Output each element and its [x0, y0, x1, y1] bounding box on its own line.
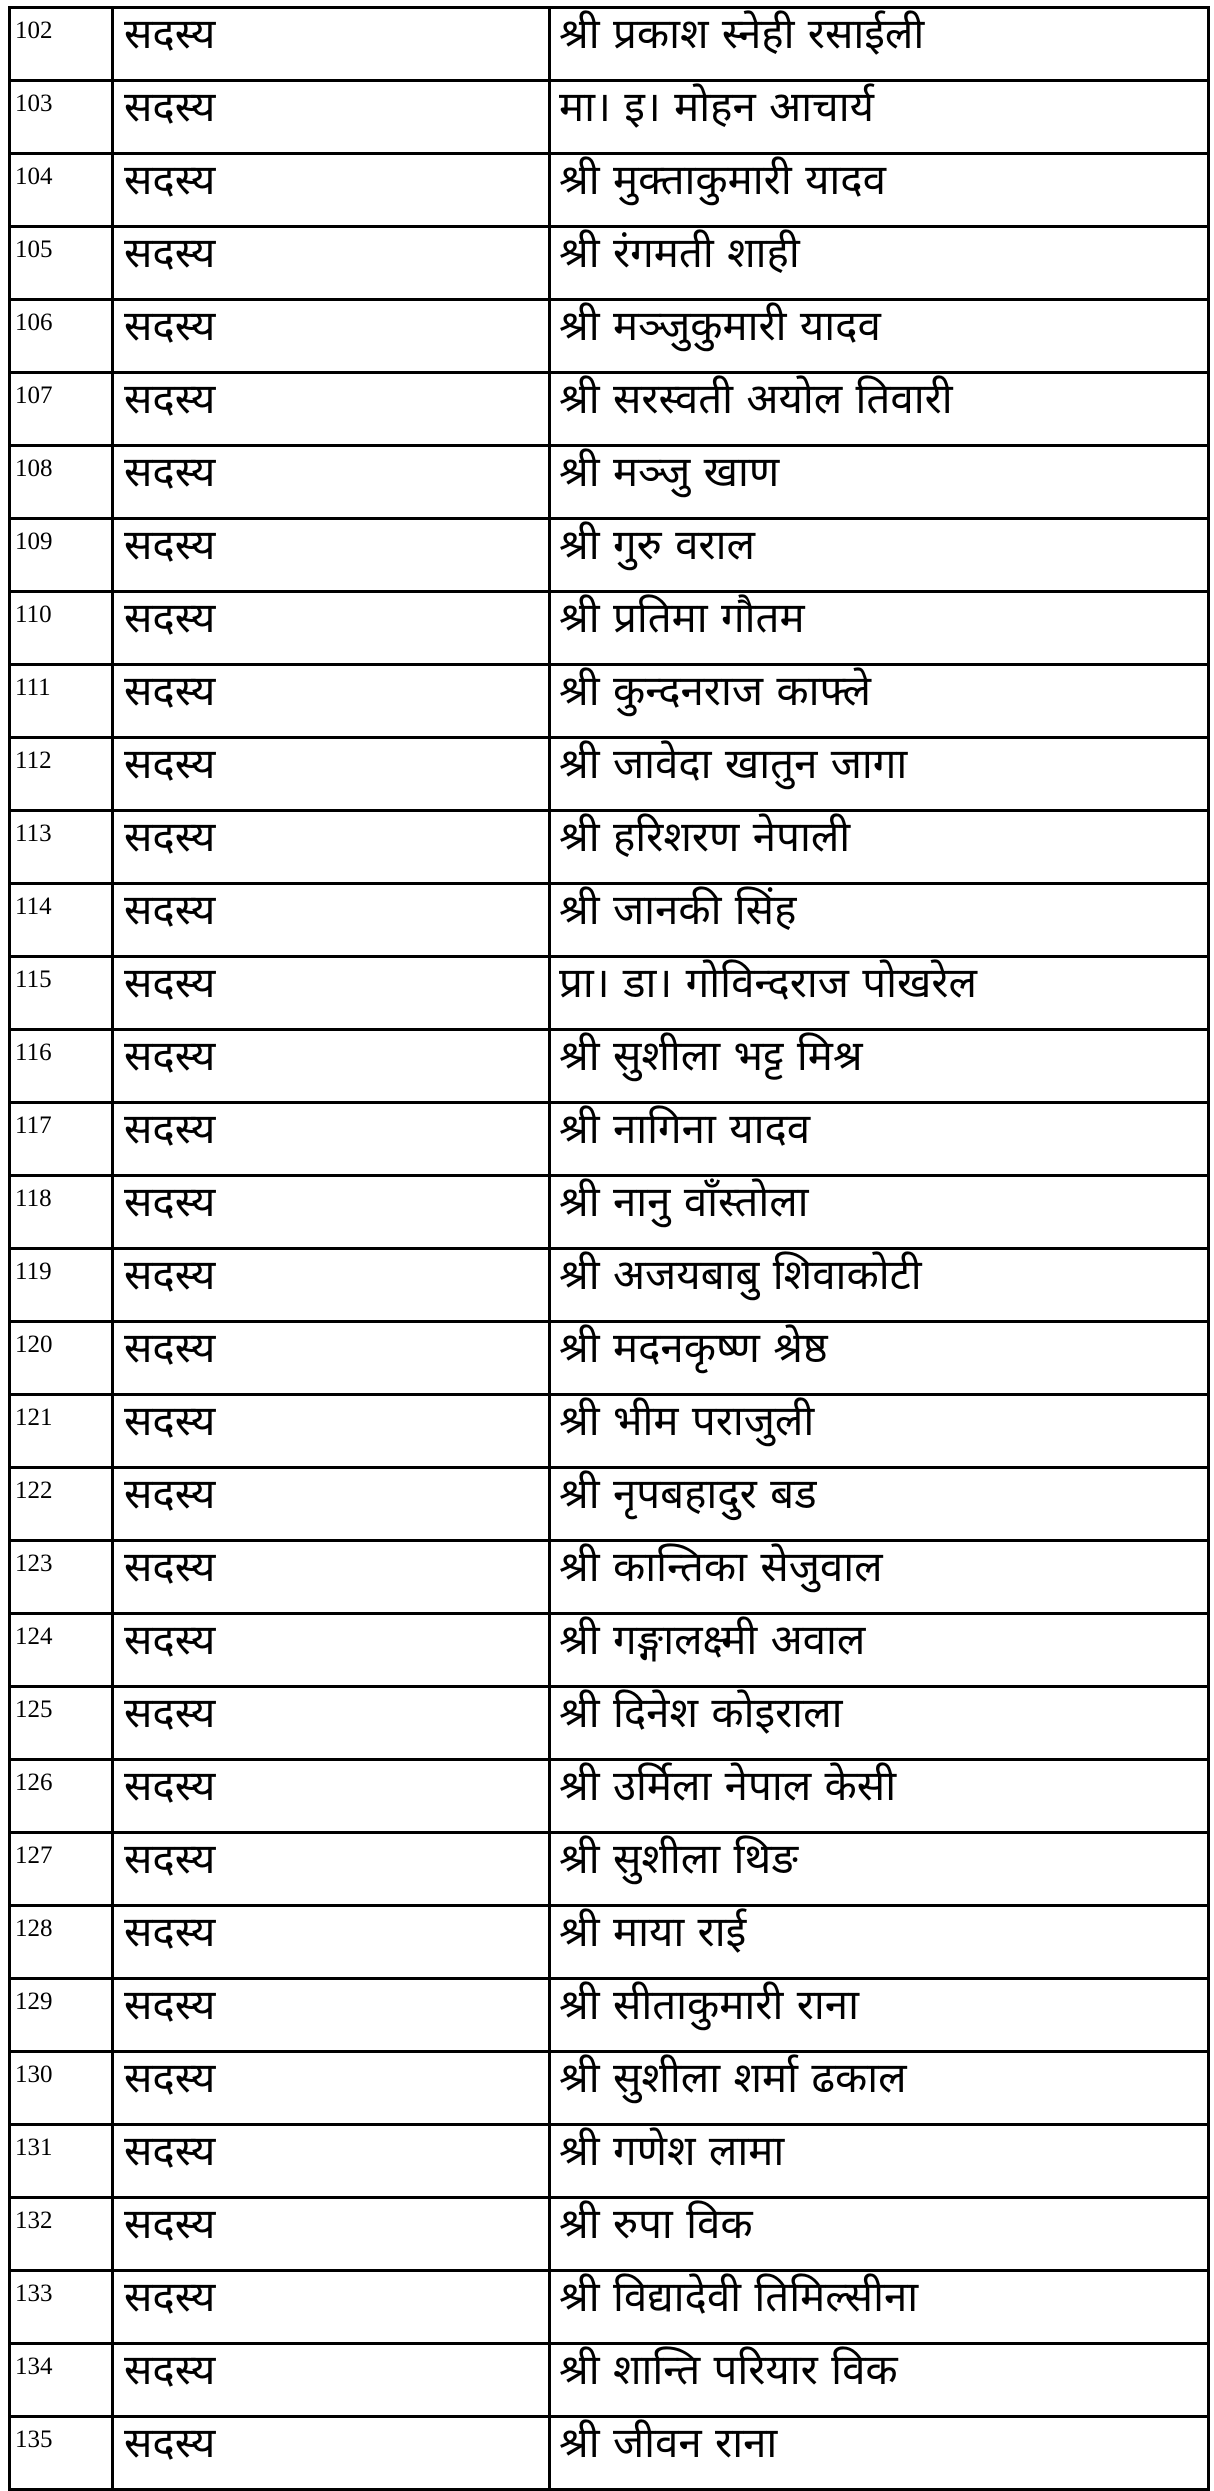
member-name: श्री रंगमती शाही — [550, 227, 1209, 300]
member-name: श्री कान्तिका सेजुवाल — [550, 1541, 1209, 1614]
table-row — [10, 300, 1209, 373]
member-name: श्री सुशीला थिङ — [550, 1833, 1209, 1906]
member-name: श्री जावेदा खातुन जागा — [550, 738, 1209, 811]
row-number: 125 — [10, 1687, 113, 1760]
member-role: सदस्य — [113, 2052, 550, 2125]
table-row — [10, 1979, 1209, 2052]
table-row — [10, 665, 1209, 738]
member-role: सदस्य — [113, 446, 550, 519]
table-row — [10, 957, 1209, 1030]
row-number: 110 — [10, 592, 113, 665]
member-role: सदस्य — [113, 8, 550, 81]
member-role: सदस्य — [113, 738, 550, 811]
member-name: श्री नानु वाँस्तोला — [550, 1176, 1209, 1249]
table-row — [10, 1030, 1209, 1103]
row-number: 130 — [10, 2052, 113, 2125]
table-row — [10, 1322, 1209, 1395]
table-row — [10, 2344, 1209, 2417]
member-role: सदस्य — [113, 1322, 550, 1395]
member-name: श्री हरिशरण नेपाली — [550, 811, 1209, 884]
table-row — [10, 1249, 1209, 1322]
member-name: श्री सुशीला भट्ट मिश्र — [550, 1030, 1209, 1103]
table-row — [10, 446, 1209, 519]
member-name: श्री मञ्जुकुमारी यादव — [550, 300, 1209, 373]
table-row — [10, 1395, 1209, 1468]
member-name: श्री रुपा विक — [550, 2198, 1209, 2271]
row-number: 132 — [10, 2198, 113, 2271]
row-number: 108 — [10, 446, 113, 519]
row-number: 115 — [10, 957, 113, 1030]
member-name: श्री सरस्वती अयोल तिवारी — [550, 373, 1209, 446]
table-row — [10, 2125, 1209, 2198]
table-row — [10, 738, 1209, 811]
row-number: 118 — [10, 1176, 113, 1249]
table-row — [10, 1103, 1209, 1176]
member-name: श्री जीवन राना — [550, 2417, 1209, 2490]
row-number: 122 — [10, 1468, 113, 1541]
table-row — [10, 1760, 1209, 1833]
row-number: 114 — [10, 884, 113, 957]
row-number: 107 — [10, 373, 113, 446]
table-row — [10, 2198, 1209, 2271]
table-row — [10, 2271, 1209, 2344]
row-number: 126 — [10, 1760, 113, 1833]
member-role: सदस्य — [113, 2271, 550, 2344]
member-name: श्री नृपबहादुर बड — [550, 1468, 1209, 1541]
table-row — [10, 519, 1209, 592]
member-role: सदस्य — [113, 2198, 550, 2271]
members-table-body — [10, 8, 1209, 2490]
row-number: 117 — [10, 1103, 113, 1176]
member-role: सदस्य — [113, 1614, 550, 1687]
table-row — [10, 884, 1209, 957]
row-number: 121 — [10, 1395, 113, 1468]
member-name: श्री सुशीला शर्मा ढकाल — [550, 2052, 1209, 2125]
member-role: सदस्य — [113, 1760, 550, 1833]
member-role: सदस्य — [113, 2417, 550, 2490]
member-name: श्री गुरु वराल — [550, 519, 1209, 592]
member-name: श्री प्रकाश स्नेही रसाईली — [550, 8, 1209, 81]
table-row — [10, 81, 1209, 154]
member-role: सदस्य — [113, 227, 550, 300]
member-name: श्री अजयबाबु शिवाकोटी — [550, 1249, 1209, 1322]
table-row — [10, 2052, 1209, 2125]
member-role: सदस्य — [113, 1103, 550, 1176]
row-number: 116 — [10, 1030, 113, 1103]
row-number: 131 — [10, 2125, 113, 2198]
row-number: 120 — [10, 1322, 113, 1395]
members-table — [8, 6, 1210, 2491]
row-number: 119 — [10, 1249, 113, 1322]
member-name: श्री गणेश लामा — [550, 2125, 1209, 2198]
member-role: सदस्य — [113, 154, 550, 227]
row-number: 127 — [10, 1833, 113, 1906]
member-role: सदस्य — [113, 1979, 550, 2052]
row-number: 129 — [10, 1979, 113, 2052]
member-role: सदस्य — [113, 373, 550, 446]
table-row — [10, 373, 1209, 446]
member-role: सदस्य — [113, 81, 550, 154]
member-role: सदस्य — [113, 1395, 550, 1468]
row-number: 104 — [10, 154, 113, 227]
table-row — [10, 1906, 1209, 1979]
member-name: श्री माया राई — [550, 1906, 1209, 1979]
table-row — [10, 1833, 1209, 1906]
table-row — [10, 1468, 1209, 1541]
member-role: सदस्य — [113, 1906, 550, 1979]
member-role: सदस्य — [113, 2344, 550, 2417]
table-row — [10, 154, 1209, 227]
member-role: सदस्य — [113, 519, 550, 592]
row-number: 109 — [10, 519, 113, 592]
table-row — [10, 1176, 1209, 1249]
member-name: श्री नागिना यादव — [550, 1103, 1209, 1176]
member-name: श्री मुक्ताकुमारी यादव — [550, 154, 1209, 227]
member-name: श्री सीताकुमारी राना — [550, 1979, 1209, 2052]
member-name: प्रा। डा। गोविन्दराज पोखरेल — [550, 957, 1209, 1030]
member-role: सदस्य — [113, 884, 550, 957]
row-number: 113 — [10, 811, 113, 884]
table-row — [10, 227, 1209, 300]
member-role: सदस्य — [113, 665, 550, 738]
table-row — [10, 811, 1209, 884]
member-role: सदस्य — [113, 1541, 550, 1614]
member-role: सदस्य — [113, 592, 550, 665]
member-name: श्री दिनेश कोइराला — [550, 1687, 1209, 1760]
member-role: सदस्य — [113, 2125, 550, 2198]
row-number: 105 — [10, 227, 113, 300]
row-number: 135 — [10, 2417, 113, 2490]
table-row — [10, 1687, 1209, 1760]
member-name: श्री भीम पराजुली — [550, 1395, 1209, 1468]
row-number: 103 — [10, 81, 113, 154]
row-number: 112 — [10, 738, 113, 811]
member-role: सदस्य — [113, 1468, 550, 1541]
row-number: 124 — [10, 1614, 113, 1687]
row-number: 128 — [10, 1906, 113, 1979]
member-name: श्री कुन्दनराज काफ्ले — [550, 665, 1209, 738]
row-number: 102 — [10, 8, 113, 81]
table-row — [10, 592, 1209, 665]
table-row — [10, 2417, 1209, 2490]
member-role: सदस्य — [113, 1249, 550, 1322]
row-number: 111 — [10, 665, 113, 738]
member-role: सदस्य — [113, 1176, 550, 1249]
member-role: सदस्य — [113, 1833, 550, 1906]
member-name: श्री गङ्गालक्ष्मी अवाल — [550, 1614, 1209, 1687]
member-role: सदस्य — [113, 811, 550, 884]
member-role: सदस्य — [113, 957, 550, 1030]
row-number: 106 — [10, 300, 113, 373]
member-name: श्री जानकी सिंह — [550, 884, 1209, 957]
member-name: मा। इ। मोहन आचार्य — [550, 81, 1209, 154]
table-row — [10, 1541, 1209, 1614]
member-name: श्री मञ्जु खाण — [550, 446, 1209, 519]
member-role: सदस्य — [113, 1687, 550, 1760]
member-role: सदस्य — [113, 300, 550, 373]
row-number: 134 — [10, 2344, 113, 2417]
member-name: श्री विद्यादेवी तिमिल्सीना — [550, 2271, 1209, 2344]
table-row — [10, 1614, 1209, 1687]
member-name: श्री प्रतिमा गौतम — [550, 592, 1209, 665]
member-name: श्री मदनकृष्ण श्रेष्ठ — [550, 1322, 1209, 1395]
row-number: 123 — [10, 1541, 113, 1614]
row-number: 133 — [10, 2271, 113, 2344]
member-name: श्री शान्ति परियार विक — [550, 2344, 1209, 2417]
member-role: सदस्य — [113, 1030, 550, 1103]
member-name: श्री उर्मिला नेपाल केसी — [550, 1760, 1209, 1833]
table-row — [10, 8, 1209, 81]
